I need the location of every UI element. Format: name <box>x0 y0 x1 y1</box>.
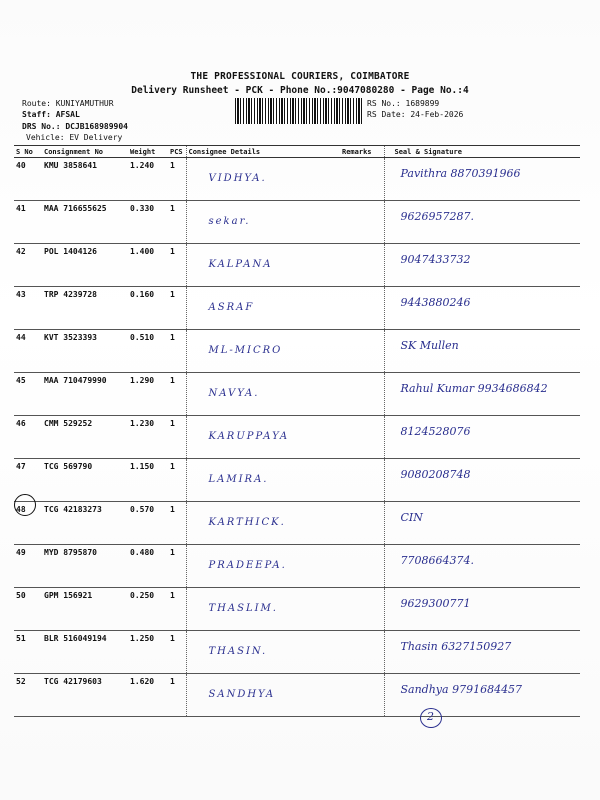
row-signature-cell <box>384 502 580 545</box>
row-pcs-cell <box>168 545 186 588</box>
row-weight-cell <box>128 502 168 545</box>
row-pcs-cell <box>168 674 186 717</box>
table-row <box>14 373 580 416</box>
row-consignee: LAMIRA. <box>208 474 269 485</box>
table-row <box>14 631 580 674</box>
row-consignee-cell <box>186 631 340 674</box>
row-pcs: 1 <box>170 677 175 686</box>
row-remarks-cell <box>340 201 384 244</box>
row-pcs: 1 <box>170 376 175 385</box>
row-weight: 1.240 <box>130 161 155 170</box>
row-sno-cell <box>14 373 42 416</box>
route-label: Route: KUNIYAMUTHUR <box>22 99 114 108</box>
row-pcs-cell <box>168 459 186 502</box>
row-signature-cell <box>384 373 580 416</box>
col-sno: S No <box>14 146 42 158</box>
barcode <box>235 98 363 124</box>
row-consignment-cell <box>42 373 128 416</box>
col-pcs: PCS <box>168 146 186 158</box>
row-pcs: 1 <box>170 591 175 600</box>
row-signature: 9629300771 <box>400 597 471 610</box>
row-consignee-cell <box>186 459 340 502</box>
table-row <box>14 674 580 717</box>
row-consignment: TCG 42183273 <box>44 505 102 514</box>
drs-number: DRS No.: DCJB168989904 <box>22 122 128 131</box>
col-signature: Seal & Signature <box>384 146 580 158</box>
table-row <box>14 502 580 545</box>
row-consignee: PRADEEPA. <box>208 560 287 571</box>
row-weight: 0.330 <box>130 204 155 213</box>
row-consignment-cell <box>42 545 128 588</box>
row-consignment-cell <box>42 201 128 244</box>
row-pcs-cell <box>168 631 186 674</box>
row-consignee: KARUPPAYA <box>208 431 290 442</box>
row-remarks-cell <box>340 545 384 588</box>
row-signature-cell <box>384 588 580 631</box>
row-weight: 1.230 <box>130 419 155 428</box>
row-sno: 46 <box>16 419 26 428</box>
row-signature: SK Mullen <box>400 339 459 352</box>
row-signature: CIN <box>400 511 423 524</box>
row-signature: Sandhya 9791684457 <box>400 683 523 696</box>
row-weight-cell <box>128 631 168 674</box>
row-sno: 45 <box>16 376 26 385</box>
row-weight: 1.620 <box>130 677 155 686</box>
row-consignee: ML-MICRO <box>208 345 283 356</box>
row-signature: 8124528076 <box>400 425 471 438</box>
row-sno-cell <box>14 201 42 244</box>
row-pcs: 1 <box>170 333 175 342</box>
row-consignee-cell <box>186 287 340 330</box>
row-remarks-cell <box>340 373 384 416</box>
row-pcs: 1 <box>170 548 175 557</box>
row-signature-cell <box>384 459 580 502</box>
col-weight: Weight <box>128 146 168 158</box>
row-pcs: 1 <box>170 247 175 256</box>
row-weight: 1.150 <box>130 462 155 471</box>
row-consignment: GPM 156921 <box>44 591 93 600</box>
row-signature: 9443880246 <box>400 296 471 309</box>
row-pcs-cell <box>168 416 186 459</box>
staff-label: Staff: AFSAL <box>22 110 80 119</box>
row-signature-cell <box>384 244 580 287</box>
row-consignment-cell <box>42 631 128 674</box>
table-row <box>14 588 580 631</box>
row-signature-cell <box>384 330 580 373</box>
row-sno: 43 <box>16 290 26 299</box>
row-consignee-cell <box>186 330 340 373</box>
rs-number: RS No.: 1689899 <box>367 99 440 108</box>
row-consignment: BLR 516049194 <box>44 634 107 643</box>
row-consignment: CMM 529252 <box>44 419 93 428</box>
row-consignment-cell <box>42 459 128 502</box>
row-consignee: THASIN. <box>208 646 268 657</box>
row-signature-cell <box>384 287 580 330</box>
row-consignee: KALPANA <box>208 259 273 270</box>
row-pcs-cell <box>168 588 186 631</box>
row-sno-cell <box>14 330 42 373</box>
row-sno: 42 <box>16 247 26 256</box>
table-row <box>14 158 580 201</box>
row-sno-cell <box>14 588 42 631</box>
row-remarks-cell <box>340 631 384 674</box>
row-consignment-cell <box>42 244 128 287</box>
table-row <box>14 545 580 588</box>
row-consignee: sekar. <box>208 216 251 227</box>
row-sno: 40 <box>16 161 26 170</box>
row-weight: 1.250 <box>130 634 155 643</box>
table-row <box>14 330 580 373</box>
row-remarks-cell <box>340 459 384 502</box>
row-weight: 0.250 <box>130 591 155 600</box>
col-consignment: Consignment No <box>42 146 128 158</box>
row-consignee: SANDHYA <box>208 689 276 700</box>
row-remarks-cell <box>340 416 384 459</box>
table-row <box>14 201 580 244</box>
row-sno-cell <box>14 416 42 459</box>
row-weight-cell <box>128 459 168 502</box>
row-sno: 48 <box>16 505 26 514</box>
row-signature-cell <box>384 416 580 459</box>
company-title: THE PROFESSIONAL COURIERS, COIMBATORE <box>190 71 410 82</box>
col-remarks: Remarks <box>340 146 384 158</box>
row-consignment: POL 1404126 <box>44 247 97 256</box>
row-consignee-cell <box>186 588 340 631</box>
row-sno-cell <box>14 244 42 287</box>
row-consignment-cell <box>42 330 128 373</box>
row-remarks-cell <box>340 502 384 545</box>
row-weight-cell <box>128 416 168 459</box>
row-consignee-cell <box>186 158 340 201</box>
row-consignment: MAA 716655625 <box>44 204 107 213</box>
row-signature: Pavithra 8870391966 <box>400 167 521 180</box>
bottom-circle-label: 2 <box>427 710 434 723</box>
table-header-row <box>14 146 580 158</box>
row-signature: 9626957287. <box>400 210 474 223</box>
row-weight: 1.290 <box>130 376 155 385</box>
row-weight-cell <box>128 373 168 416</box>
row-weight-cell <box>128 330 168 373</box>
row-consignment: TRP 4239728 <box>44 290 97 299</box>
row-consignment-cell <box>42 416 128 459</box>
row-sno: 41 <box>16 204 26 213</box>
row-signature: 9080208748 <box>400 468 471 481</box>
row-consignment: KVT 3523393 <box>44 333 97 342</box>
row-pcs: 1 <box>170 419 175 428</box>
row-pcs: 1 <box>170 161 175 170</box>
row-weight-cell <box>128 588 168 631</box>
row-pcs-cell <box>168 373 186 416</box>
row-consignee-cell <box>186 502 340 545</box>
row-sno-cell <box>14 158 42 201</box>
row-sno: 44 <box>16 333 26 342</box>
rs-date: RS Date: 24-Feb-2026 <box>367 110 464 119</box>
row-signature-cell <box>384 674 580 717</box>
row-signature: 9047433732 <box>400 253 471 266</box>
row-remarks-cell <box>340 674 384 717</box>
row-sno-cell <box>14 674 42 717</box>
row-remarks-cell <box>340 588 384 631</box>
row-weight: 0.160 <box>130 290 155 299</box>
row-consignee-cell <box>186 244 340 287</box>
row-remarks-cell <box>340 287 384 330</box>
row-weight-cell <box>128 545 168 588</box>
row-pcs-cell <box>168 502 186 545</box>
row-signature-cell <box>384 201 580 244</box>
row-sno: 51 <box>16 634 26 643</box>
row-pcs-cell <box>168 330 186 373</box>
row-pcs: 1 <box>170 462 175 471</box>
row-weight: 0.480 <box>130 548 155 557</box>
row-remarks-cell <box>340 244 384 287</box>
row-consignee-cell <box>186 416 340 459</box>
row-weight-cell <box>128 244 168 287</box>
row-consignment-cell <box>42 588 128 631</box>
row-sno-cell <box>14 631 42 674</box>
row-weight: 0.570 <box>130 505 155 514</box>
row-remarks-cell <box>340 330 384 373</box>
row-consignee: ASRAF <box>208 302 255 313</box>
row-consignee-cell <box>186 674 340 717</box>
row-pcs: 1 <box>170 290 175 299</box>
row-weight-cell <box>128 158 168 201</box>
row-signature: Rahul Kumar 9934686842 <box>400 382 548 395</box>
row-sno: 50 <box>16 591 26 600</box>
row-pcs: 1 <box>170 634 175 643</box>
row-consignee: VIDHYA. <box>208 173 267 184</box>
row-consignee-cell <box>186 201 340 244</box>
row-pcs: 1 <box>170 505 175 514</box>
row-weight-cell <box>128 287 168 330</box>
row-weight: 1.400 <box>130 247 155 256</box>
row-sno: 47 <box>16 462 26 471</box>
row-sno: 52 <box>16 677 26 686</box>
table-row <box>14 287 580 330</box>
row-signature: 7708664374. <box>400 554 474 567</box>
row-sno-cell <box>14 287 42 330</box>
row-pcs-cell <box>168 287 186 330</box>
row-consignee: KARTHICK. <box>208 517 286 528</box>
row-signature-cell <box>384 158 580 201</box>
row-pcs-cell <box>168 244 186 287</box>
table-row <box>14 416 580 459</box>
row-consignment: KMU 3858641 <box>44 161 97 170</box>
row-sno-cell <box>14 545 42 588</box>
row-consignment: MYD 8795870 <box>44 548 97 557</box>
row-remarks-cell <box>340 158 384 201</box>
circled-row-mark <box>14 494 36 516</box>
row-consignee: THASLIM. <box>208 603 278 614</box>
table-row <box>14 244 580 287</box>
row-sno: 49 <box>16 548 26 557</box>
row-consignment-cell <box>42 158 128 201</box>
row-consignee-cell <box>186 373 340 416</box>
row-consignment-cell <box>42 502 128 545</box>
row-consignment-cell <box>42 674 128 717</box>
row-consignment: TCG 569790 <box>44 462 93 471</box>
vehicle-label: Vehicle: EV Delivery <box>26 133 123 142</box>
row-consignee-cell <box>186 545 340 588</box>
row-pcs-cell <box>168 201 186 244</box>
row-weight-cell <box>128 201 168 244</box>
row-signature: Thasin 6327150927 <box>400 640 512 653</box>
row-consignment-cell <box>42 287 128 330</box>
row-weight-cell <box>128 674 168 717</box>
row-signature-cell <box>384 631 580 674</box>
row-pcs-cell <box>168 158 186 201</box>
row-consignment: TCG 42179603 <box>44 677 102 686</box>
table-row <box>14 459 580 502</box>
row-weight: 0.510 <box>130 333 155 342</box>
row-signature-cell <box>384 545 580 588</box>
col-consignee: Consignee Details <box>186 146 340 158</box>
row-pcs: 1 <box>170 204 175 213</box>
row-consignee: NAVYA. <box>208 388 260 399</box>
row-consignment: MAA 710479990 <box>44 376 107 385</box>
runsheet-subtitle: Delivery Runsheet - PCK - Phone No.:9047080280 - Page No.:4 <box>131 85 469 96</box>
bottom-circle-mark <box>420 708 442 728</box>
runsheet-table <box>14 145 580 717</box>
